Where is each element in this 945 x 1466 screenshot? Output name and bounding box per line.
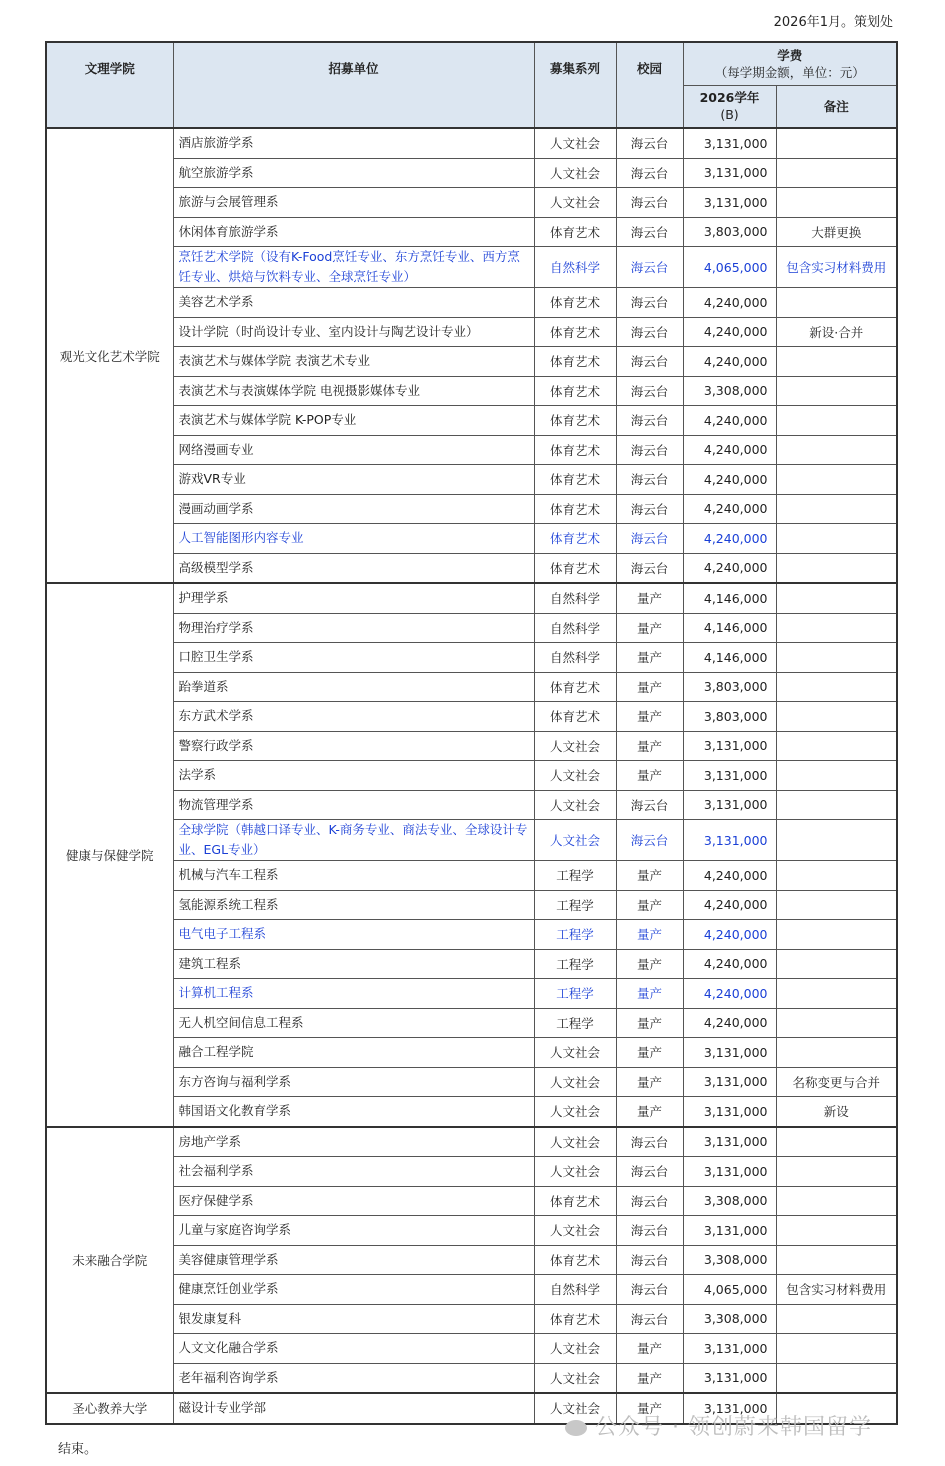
tuition-fee: 3,131,000 [683, 1127, 776, 1157]
category: 体育艺术 [534, 1304, 616, 1334]
remark [776, 553, 897, 583]
tuition-fee: 3,131,000 [683, 1038, 776, 1068]
remark [776, 435, 897, 465]
category: 工程学 [534, 861, 616, 891]
table-row [46, 288, 897, 318]
category: 体育艺术 [534, 465, 616, 495]
table-row [46, 672, 897, 702]
campus: 海云台 [616, 553, 683, 583]
category: 体育艺术 [534, 288, 616, 318]
campus: 量产 [616, 702, 683, 732]
table-row [46, 1127, 897, 1157]
category: 体育艺术 [534, 494, 616, 524]
remark [776, 1038, 897, 1068]
table-body [46, 128, 897, 1424]
category: 自然科学 [534, 247, 616, 288]
table-row [46, 524, 897, 554]
unit-name: 护理学系 [173, 583, 534, 613]
remark [776, 583, 897, 613]
table-row [46, 731, 897, 761]
remark [776, 1245, 897, 1275]
campus: 海云台 [616, 524, 683, 554]
unit-name: 美容艺术学系 [173, 288, 534, 318]
unit-name: 旅游与会展管理系 [173, 188, 534, 218]
remark [776, 288, 897, 318]
tuition-fee: 4,240,000 [683, 465, 776, 495]
campus: 海云台 [616, 494, 683, 524]
campus: 量产 [616, 1008, 683, 1038]
tuition-fee: 3,308,000 [683, 1245, 776, 1275]
campus: 海云台 [616, 317, 683, 347]
tuition-fee: 4,065,000 [683, 247, 776, 288]
end-note: 结束。 [58, 1442, 98, 1457]
header-campus: 校园 [616, 42, 683, 128]
category: 工程学 [534, 1008, 616, 1038]
category: 人文社会 [534, 1127, 616, 1157]
campus: 海云台 [616, 1275, 683, 1305]
unit-name: 休闲体育旅游学系 [173, 217, 534, 247]
remark: 大群更换 [776, 217, 897, 247]
table-row [46, 1186, 897, 1216]
table-row [46, 1216, 897, 1246]
remark [776, 376, 897, 406]
category: 体育艺术 [534, 435, 616, 465]
campus: 量产 [616, 1334, 683, 1364]
table-row [46, 583, 897, 613]
college-name: 观光文化艺术学院 [46, 128, 173, 583]
unit-name: 设计学院（时尚设计专业、室内设计与陶艺设计专业） [173, 317, 534, 347]
header-unit: 招募单位 [173, 42, 534, 128]
table-row [46, 1067, 897, 1097]
table-row [46, 861, 897, 891]
remark [776, 406, 897, 436]
campus: 量产 [616, 1097, 683, 1127]
tuition-fee: 3,131,000 [683, 790, 776, 820]
unit-name: 人工智能图形内容专业 [173, 524, 534, 554]
category: 人文社会 [534, 188, 616, 218]
campus: 海云台 [616, 188, 683, 218]
header-college: 文理学院 [46, 42, 173, 128]
remark: 新设 [776, 1097, 897, 1127]
unit-name: 东方武术学系 [173, 702, 534, 732]
remark [776, 158, 897, 188]
tuition-fee: 3,131,000 [683, 731, 776, 761]
table-row [46, 347, 897, 377]
college-name: 健康与保健学院 [46, 583, 173, 1127]
watermark [565, 1410, 872, 1441]
college-name: 圣心教养大学 [46, 1393, 173, 1424]
unit-name: 游戏VR专业 [173, 465, 534, 495]
campus: 海云台 [616, 406, 683, 436]
tuition-fee: 3,308,000 [683, 376, 776, 406]
category: 体育艺术 [534, 317, 616, 347]
unit-name: 银发康复科 [173, 1304, 534, 1334]
tuition-fee: 4,240,000 [683, 861, 776, 891]
campus: 海云台 [616, 247, 683, 288]
table-row [46, 553, 897, 583]
unit-name: 老年福利咨询学系 [173, 1363, 534, 1393]
table-row [46, 406, 897, 436]
tuition-fee: 4,240,000 [683, 524, 776, 554]
category: 工程学 [534, 920, 616, 950]
tuition-fee: 3,131,000 [683, 1097, 776, 1127]
unit-name: 表演艺术与表演媒体学院 电视摄影媒体专业 [173, 376, 534, 406]
unit-name: 磁设计专业学部 [173, 1393, 534, 1424]
table-row [46, 465, 897, 495]
category: 人文社会 [534, 1097, 616, 1127]
header-fee [683, 42, 897, 85]
remark [776, 643, 897, 673]
campus: 海云台 [616, 1304, 683, 1334]
table-row [46, 247, 897, 288]
category: 人文社会 [534, 790, 616, 820]
remark [776, 524, 897, 554]
remark [776, 672, 897, 702]
category: 体育艺术 [534, 1186, 616, 1216]
planning-office-note: 2026年1月。策划处 [773, 15, 893, 30]
category: 自然科学 [534, 1275, 616, 1305]
campus: 海云台 [616, 217, 683, 247]
remark: 新设·合并 [776, 317, 897, 347]
remark [776, 1363, 897, 1393]
campus: 海云台 [616, 790, 683, 820]
remark [776, 1127, 897, 1157]
campus: 海云台 [616, 1157, 683, 1187]
header-remark: 备注 [776, 85, 897, 128]
unit-name: 电气电子工程系 [173, 920, 534, 950]
unit-name: 房地产学系 [173, 1127, 534, 1157]
category: 体育艺术 [534, 217, 616, 247]
category: 人文社会 [534, 731, 616, 761]
campus: 海云台 [616, 128, 683, 158]
campus: 海云台 [616, 1186, 683, 1216]
tuition-fee: 3,131,000 [683, 188, 776, 218]
table-row [46, 790, 897, 820]
remark [776, 1186, 897, 1216]
unit-name: 氢能源系统工程系 [173, 890, 534, 920]
unit-name: 表演艺术与媒体学院 K-POP专业 [173, 406, 534, 436]
category: 人文社会 [534, 1038, 616, 1068]
tuition-fee: 4,146,000 [683, 613, 776, 643]
table-row [46, 1038, 897, 1068]
unit-name: 警察行政学系 [173, 731, 534, 761]
category: 自然科学 [534, 583, 616, 613]
campus: 海云台 [616, 1127, 683, 1157]
category: 人文社会 [534, 1363, 616, 1393]
header-year-label: 2026学年 [699, 90, 760, 106]
table-row [46, 761, 897, 791]
remark [776, 731, 897, 761]
header-category: 募集系列 [534, 42, 616, 128]
table-row [46, 376, 897, 406]
tuition-fee: 3,131,000 [683, 1393, 776, 1424]
remark [776, 761, 897, 791]
table-row [46, 613, 897, 643]
tuition-fee: 4,240,000 [683, 288, 776, 318]
unit-name: 融合工程学院 [173, 1038, 534, 1068]
table-row [46, 317, 897, 347]
tuition-fee: 4,240,000 [683, 347, 776, 377]
unit-name: 网络漫画专业 [173, 435, 534, 465]
remark: 包含实习材料费用 [776, 247, 897, 288]
tuition-fee: 3,131,000 [683, 1067, 776, 1097]
category: 人文社会 [534, 761, 616, 791]
category: 人文社会 [534, 1216, 616, 1246]
category: 体育艺术 [534, 553, 616, 583]
category: 体育艺术 [534, 524, 616, 554]
remark [776, 128, 897, 158]
unit-name: 人文文化融合学系 [173, 1334, 534, 1364]
campus: 量产 [616, 949, 683, 979]
watermark-text: 公众号 · 领创蔚来韩国留学 [595, 1415, 872, 1440]
remark [776, 613, 897, 643]
remark [776, 188, 897, 218]
college-name: 未来融合学院 [46, 1127, 173, 1394]
unit-name: 建筑工程系 [173, 949, 534, 979]
table-row [46, 128, 897, 158]
campus: 量产 [616, 1363, 683, 1393]
unit-name: 烹饪艺术学院（设有K-Food烹饪专业、东方烹饪专业、西方烹饪专业、烘焙与饮料专业、全球烹饪专业） [173, 247, 534, 288]
remark: 包含实习材料费用 [776, 1275, 897, 1305]
unit-name: 无人机空间信息工程系 [173, 1008, 534, 1038]
table-row [46, 1097, 897, 1127]
header-year-sub: (B) [720, 107, 739, 123]
campus: 海云台 [616, 376, 683, 406]
remark [776, 949, 897, 979]
unit-name: 酒店旅游学系 [173, 128, 534, 158]
campus: 量产 [616, 890, 683, 920]
campus: 海云台 [616, 347, 683, 377]
unit-name: 社会福利学系 [173, 1157, 534, 1187]
remark [776, 347, 897, 377]
unit-name: 跆拳道系 [173, 672, 534, 702]
header-year [683, 85, 776, 128]
campus: 量产 [616, 1067, 683, 1097]
table-row [46, 920, 897, 950]
tuition-fee: 3,803,000 [683, 217, 776, 247]
category: 体育艺术 [534, 376, 616, 406]
tuition-fee: 4,240,000 [683, 920, 776, 950]
tuition-fee: 4,240,000 [683, 979, 776, 1009]
remark [776, 1304, 897, 1334]
unit-name: 法学系 [173, 761, 534, 791]
table-row [46, 1304, 897, 1334]
campus: 量产 [616, 613, 683, 643]
tuition-fee: 4,065,000 [683, 1275, 776, 1305]
unit-name: 韩国语文化教育学系 [173, 1097, 534, 1127]
campus: 海云台 [616, 820, 683, 861]
campus: 量产 [616, 920, 683, 950]
remark [776, 820, 897, 861]
remark [776, 1008, 897, 1038]
campus: 海云台 [616, 288, 683, 318]
remark: 名称变更与合并 [776, 1067, 897, 1097]
table-row [46, 188, 897, 218]
unit-name: 全球学院（韩越口译专业、K-商务专业、商法专业、全球设计专业、EGL专业） [173, 820, 534, 861]
campus: 量产 [616, 643, 683, 673]
campus: 量产 [616, 731, 683, 761]
tuition-fee: 3,131,000 [683, 1216, 776, 1246]
table-row [46, 890, 897, 920]
header-fee-title: 学费 [777, 47, 803, 63]
category: 体育艺术 [534, 406, 616, 436]
tuition-fee: 4,240,000 [683, 890, 776, 920]
category: 人文社会 [534, 1157, 616, 1187]
unit-name: 机械与汽车工程系 [173, 861, 534, 891]
category: 人文社会 [534, 128, 616, 158]
table-row [46, 1008, 897, 1038]
category: 人文社会 [534, 820, 616, 861]
tuition-fee: 4,240,000 [683, 949, 776, 979]
tuition-fee: 3,803,000 [683, 672, 776, 702]
tuition-fee: 3,131,000 [683, 761, 776, 791]
remark [776, 790, 897, 820]
unit-name: 医疗保健学系 [173, 1186, 534, 1216]
table-row [46, 820, 897, 861]
table-row [46, 1245, 897, 1275]
unit-name: 物理治疗学系 [173, 613, 534, 643]
unit-name: 表演艺术与媒体学院 表演艺术专业 [173, 347, 534, 377]
unit-name: 儿童与家庭咨询学系 [173, 1216, 534, 1246]
campus: 量产 [616, 583, 683, 613]
tuition-fee: 4,146,000 [683, 643, 776, 673]
table-row [46, 1275, 897, 1305]
table-row [46, 1363, 897, 1393]
tuition-fee: 4,240,000 [683, 494, 776, 524]
campus: 量产 [616, 672, 683, 702]
tuition-fee: 3,131,000 [683, 1363, 776, 1393]
remark [776, 979, 897, 1009]
unit-name: 航空旅游学系 [173, 158, 534, 188]
tuition-fee: 4,240,000 [683, 435, 776, 465]
table-row [46, 494, 897, 524]
campus: 量产 [616, 861, 683, 891]
remark [776, 890, 897, 920]
campus: 量产 [616, 761, 683, 791]
category: 体育艺术 [534, 347, 616, 377]
header-fee-sub: （每学期金额，单位：元） [714, 64, 865, 80]
remark [776, 1157, 897, 1187]
category: 自然科学 [534, 613, 616, 643]
table-row [46, 643, 897, 673]
category: 人文社会 [534, 158, 616, 188]
tuition-fee: 3,131,000 [683, 1157, 776, 1187]
unit-name: 东方咨询与福利学系 [173, 1067, 534, 1097]
campus: 海云台 [616, 158, 683, 188]
campus: 海云台 [616, 1216, 683, 1246]
tuition-fee: 3,308,000 [683, 1304, 776, 1334]
remark [776, 465, 897, 495]
tuition-fee: 3,131,000 [683, 128, 776, 158]
campus: 海云台 [616, 435, 683, 465]
category: 体育艺术 [534, 702, 616, 732]
table-row [46, 949, 897, 979]
table-row [46, 217, 897, 247]
category: 工程学 [534, 890, 616, 920]
tuition-fee: 3,131,000 [683, 1334, 776, 1364]
tuition-fee: 4,240,000 [683, 406, 776, 436]
table-row [46, 158, 897, 188]
wechat-icon [565, 1420, 587, 1436]
category: 自然科学 [534, 643, 616, 673]
remark [776, 861, 897, 891]
table-row [46, 435, 897, 465]
remark [776, 1216, 897, 1246]
category: 工程学 [534, 949, 616, 979]
tuition-fee: 4,240,000 [683, 317, 776, 347]
category: 人文社会 [534, 1393, 616, 1424]
campus: 海云台 [616, 465, 683, 495]
tuition-fee: 3,131,000 [683, 820, 776, 861]
category: 人文社会 [534, 1067, 616, 1097]
campus: 量产 [616, 1038, 683, 1068]
campus: 海云台 [616, 1245, 683, 1275]
category: 体育艺术 [534, 1245, 616, 1275]
unit-name: 口腔卫生学系 [173, 643, 534, 673]
category: 工程学 [534, 979, 616, 1009]
campus: 量产 [616, 1393, 683, 1424]
unit-name: 健康烹饪创业学系 [173, 1275, 534, 1305]
tuition-fee: 3,131,000 [683, 158, 776, 188]
table-row [46, 979, 897, 1009]
remark [776, 920, 897, 950]
category: 人文社会 [534, 1334, 616, 1364]
campus: 量产 [616, 979, 683, 1009]
category: 体育艺术 [534, 672, 616, 702]
unit-name: 漫画动画学系 [173, 494, 534, 524]
remark [776, 702, 897, 732]
unit-name: 物流管理学系 [173, 790, 534, 820]
remark [776, 1334, 897, 1364]
tuition-fee: 4,240,000 [683, 1008, 776, 1038]
tuition-fee: 4,240,000 [683, 553, 776, 583]
unit-name: 高级模型学系 [173, 553, 534, 583]
tuition-fee: 3,803,000 [683, 702, 776, 732]
unit-name: 计算机工程系 [173, 979, 534, 1009]
table-row [46, 702, 897, 732]
remark [776, 494, 897, 524]
unit-name: 美容健康管理学系 [173, 1245, 534, 1275]
tuition-fee: 3,308,000 [683, 1186, 776, 1216]
tuition-table [45, 41, 898, 1425]
tuition-fee: 4,146,000 [683, 583, 776, 613]
table-row [46, 1334, 897, 1364]
table-row [46, 1157, 897, 1187]
